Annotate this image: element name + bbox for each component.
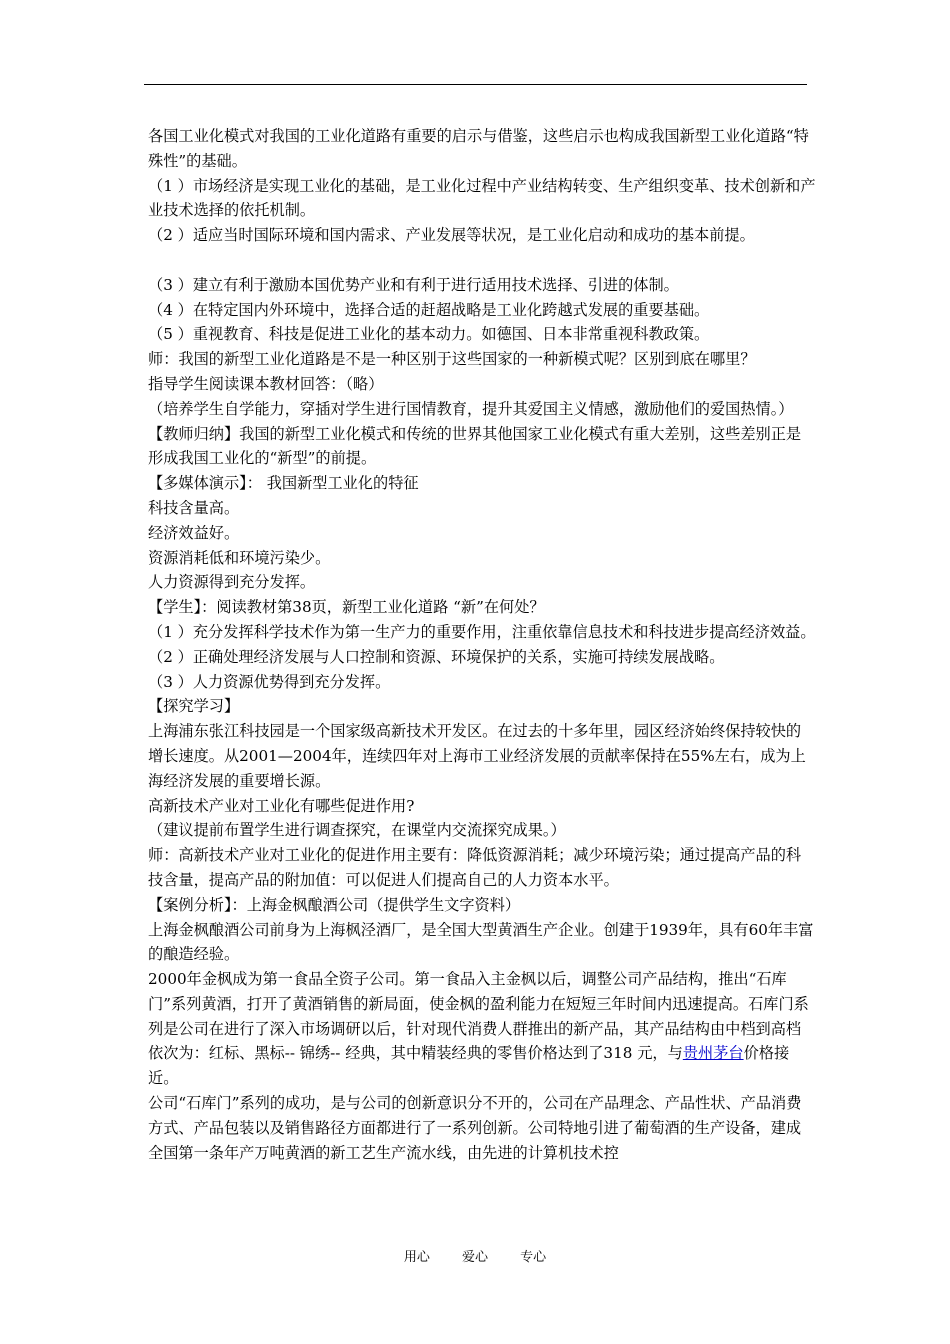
footer-item: 专心 <box>520 1250 547 1265</box>
paragraph: 【案例分析】：上海金枫酿酒公司（提供学生文字资料） <box>148 895 521 914</box>
paragraph-text: 2000年金枫成为第一食品全资子公司。第一食品入主金枫以后，调整公司产品结构，推出“石库门”系列黄酒，打开了黄酒销售的新局面，使金枫的盈利能力在短短三年时间内迅速提高。石库门系列是公司在进行了深入市场调研以后，针对现代消费人群推出的新产品，其产品结构由中档到高档依次为：红标、黑标-- 锦绣-- 经典，其中精装经典的零售价格达到了318 元，与 <box>148 970 809 1063</box>
paragraph: （4 ）在特定国内外环境中，选择合适的赶超战略是工业化跨越式发展的重要基础。 <box>148 300 710 319</box>
paragraph: （培养学生自学能力，穿插对学生进行国情教育，提升其爱国主义情感，激励他们的爱国热情。） <box>148 399 794 418</box>
paragraph: 资源消耗低和环境污染少。 <box>148 548 331 567</box>
paragraph: 公司“石库门”系列的成功，是与公司的创新意识分不开的，公司在产品理念、产品性状、产品消费方式、产品包装以及销售路径方面都进行了一系列创新。公司特地引进了葡萄酒的生产设备，建成全国第一条年产万吨黄酒的新工艺生产流水线，由先进的计算机技术控 <box>148 1094 802 1162</box>
paragraph-text: 价格接近。 <box>148 1044 790 1088</box>
document-body <box>148 124 816 1165</box>
paragraph: （5 ）重视教育、科技是促进工业化的基本动力。如德国、日本非常重视科教政策。 <box>148 325 710 344</box>
paragraph: （1 ）充分发挥科学技术作为第一生产力的重要作用，注重依靠信息技术和科技进步提高经济效益。 <box>148 622 816 641</box>
paragraph: 高新技术产业对工业化有哪些促进作用? <box>148 796 415 815</box>
paragraph: （2 ）适应当时国际环境和国内需求、产业发展等状况，是工业化启动和成功的基本前提。 <box>148 226 755 245</box>
footer-item: 爱心 <box>461 1250 488 1265</box>
paragraph: 【学生】：阅读教材第38页，新型工业化道路 “新”在何处？ <box>148 598 545 617</box>
blank-line <box>148 248 816 273</box>
paragraph: 师：高新技术产业对工业化的促进作用主要有：降低资源消耗；减少环境污染；通过提高产品的科技含量，提高产品的附加值：可以促进人们提高自己的人力资本水平。 <box>148 846 802 889</box>
footer-item: 用心 <box>403 1250 430 1265</box>
maotai-link[interactable]: 贵州茅台 <box>682 1044 744 1063</box>
paragraph: 【探究学习】 <box>148 697 240 716</box>
paragraph: （2 ）正确处理经济发展与人口控制和资源、环境保护的关系，实施可持续发展战略。 <box>148 647 725 666</box>
paragraph: （建议提前布置学生进行调查探究，在课堂内交流探究成果。） <box>148 821 566 840</box>
paragraph: （3 ）人力资源优势得到充分发挥。 <box>148 672 391 691</box>
paragraph: 人力资源得到充分发挥。 <box>148 573 316 592</box>
paragraph: 各国工业化模式对我国的工业化道路有重要的启示与借鉴，这些启示也构成我国新型工业化道路“特殊性”的基础。 <box>148 127 809 170</box>
paragraph: 指导学生阅读课本教材回答：（略） <box>148 374 384 393</box>
paragraph: 经济效益好。 <box>148 523 240 542</box>
paragraph: 科技含量高。 <box>148 498 240 517</box>
paragraph: 【多媒体演示】： 我国新型工业化的特征 <box>148 474 419 493</box>
paragraph: （1 ）市场经济是实现工业化的基础，是工业化过程中产业结构转变、生产组织变革、技术创新和产业技术选择的依托机制。 <box>148 176 816 220</box>
header-rule <box>144 84 807 85</box>
paragraph-with-link <box>148 967 816 1091</box>
paragraph: 上海浦东张江科技园是一个国家级高新技术开发区。在过去的十多年里，园区经济始终保持较快的增长速度。从2001—2004年，连续四年对上海市工业经济发展的贡献率保持在55%左右，成为上海经济发展的重要增长源。 <box>148 722 806 790</box>
page-footer <box>0 1248 950 1268</box>
paragraph: 上海金枫酿酒公司前身为上海枫泾酒厂，是全国大型黄酒生产企业。创建于1939年，具有60年丰富的酿造经验。 <box>148 920 814 964</box>
paragraph: 师：我国的新型工业化道路是不是一种区别于这些国家的一种新模式呢？区别到底在哪里？ <box>148 350 756 369</box>
paragraph: （3 ）建立有利于激励本国优势产业和有利于进行适用技术选择、引进的体制。 <box>148 275 679 294</box>
paragraph: 【教师归纳】我国的新型工业化模式和传统的世界其他国家工业化模式有重大差别，这些差别正是形成我国工业化的“新型”的前提。 <box>148 424 802 468</box>
